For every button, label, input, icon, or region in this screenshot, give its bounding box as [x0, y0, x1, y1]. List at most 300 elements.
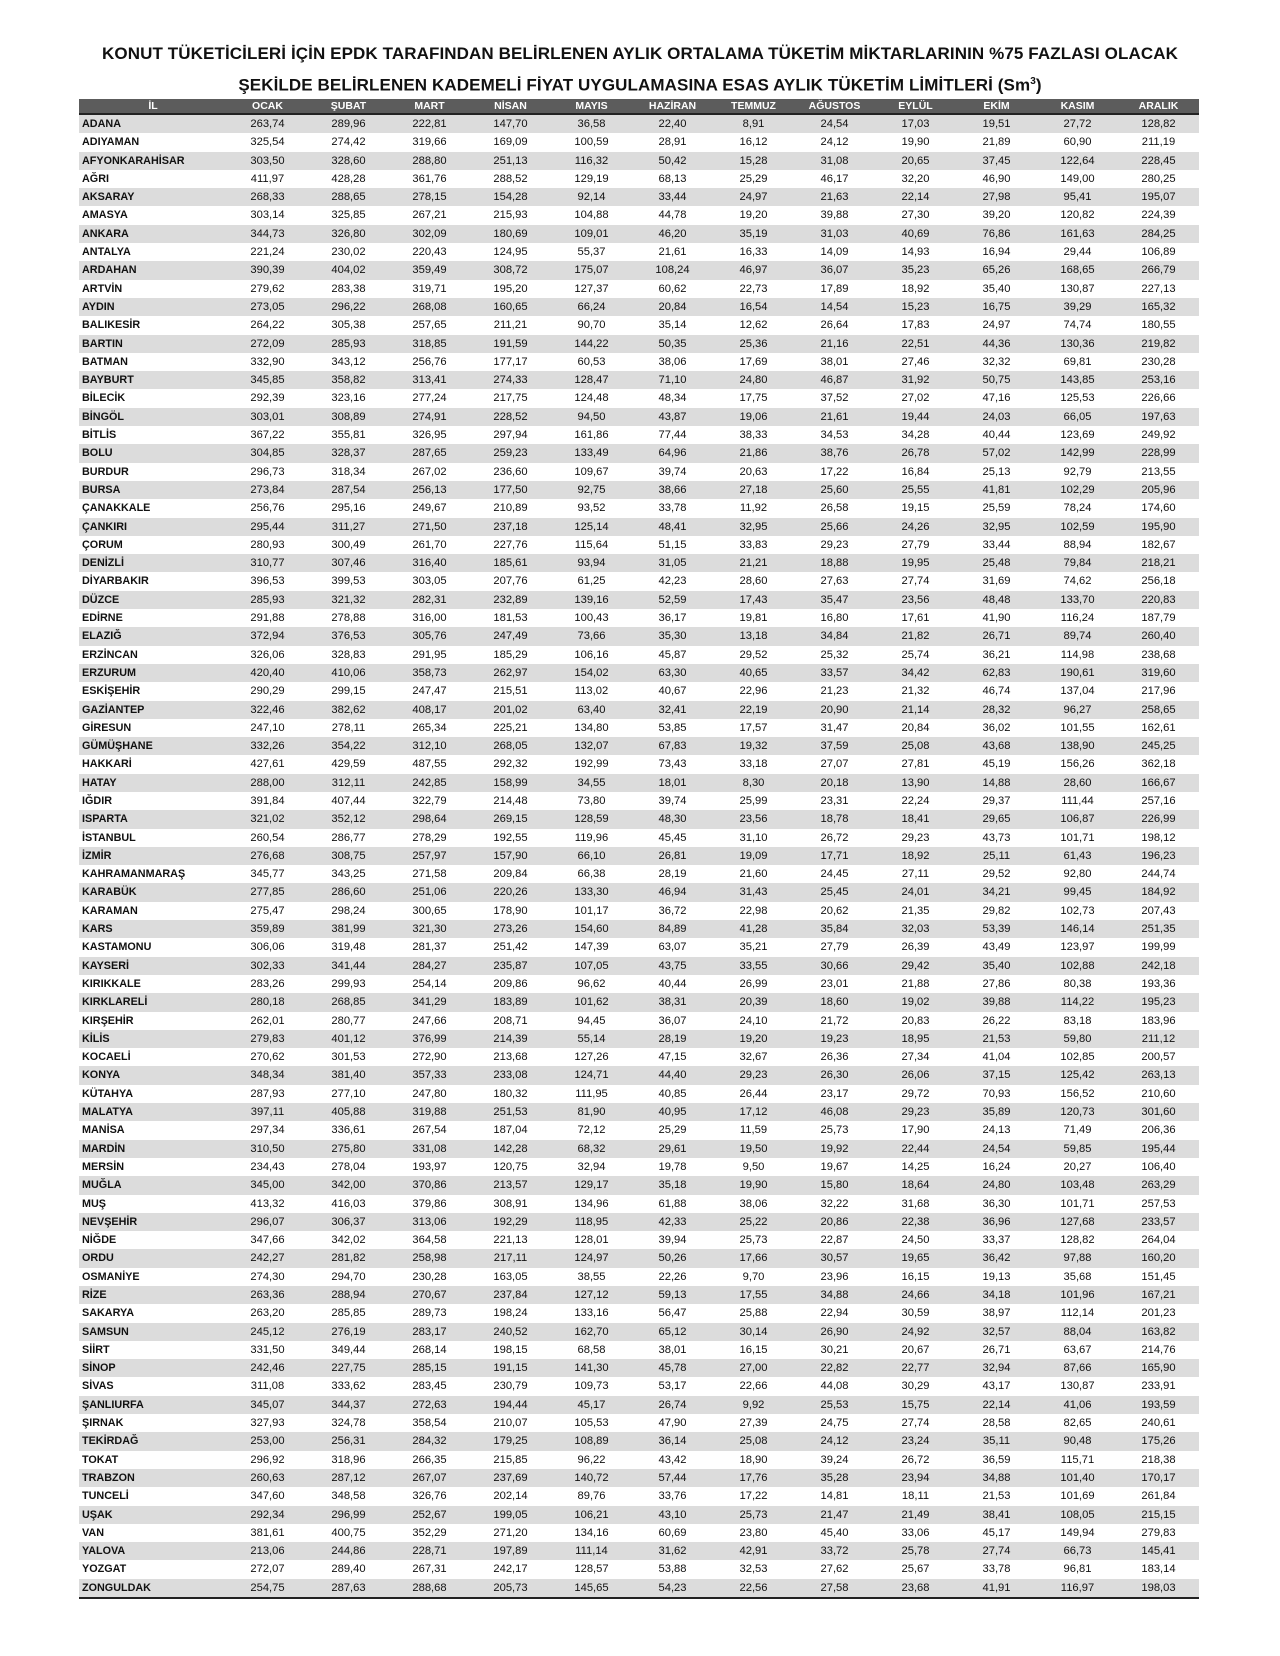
- table-row: [79, 1030, 1199, 1048]
- monthly-limit-cell: 18,41: [875, 810, 956, 828]
- monthly-limit-cell: 41,04: [956, 1048, 1037, 1066]
- monthly-limit-cell: 286,60: [308, 883, 389, 901]
- monthly-limit-cell: 63,40: [551, 701, 632, 719]
- monthly-limit-cell: 17,03: [875, 114, 956, 133]
- monthly-limit-cell: 103,48: [1037, 1176, 1118, 1194]
- monthly-limit-cell: 242,17: [470, 1560, 551, 1578]
- monthly-limit-cell: 213,06: [227, 1542, 308, 1560]
- monthly-limit-cell: 29,23: [713, 1066, 794, 1084]
- monthly-limit-cell: 55,37: [551, 243, 632, 261]
- monthly-limit-cell: 113,02: [551, 682, 632, 700]
- monthly-limit-cell: 34,88: [956, 1469, 1037, 1487]
- monthly-limit-cell: 264,22: [227, 316, 308, 334]
- monthly-limit-cell: 25,48: [956, 554, 1037, 572]
- monthly-limit-cell: 220,43: [389, 243, 470, 261]
- monthly-limit-cell: 145,41: [1118, 1542, 1199, 1560]
- table-row: [79, 883, 1199, 901]
- monthly-limit-cell: 19,15: [875, 499, 956, 517]
- monthly-limit-cell: 14,81: [794, 1487, 875, 1505]
- monthly-limit-cell: 201,23: [1118, 1304, 1199, 1322]
- monthly-limit-cell: 26,90: [794, 1323, 875, 1341]
- monthly-limit-cell: 52,59: [632, 591, 713, 609]
- monthly-limit-cell: 214,39: [470, 1030, 551, 1048]
- monthly-limit-cell: 295,44: [227, 518, 308, 536]
- monthly-limit-cell: 25,73: [713, 1231, 794, 1249]
- monthly-limit-cell: 304,85: [227, 444, 308, 462]
- province-name-cell: ÇANAKKALE: [79, 499, 227, 517]
- monthly-limit-cell: 39,24: [794, 1451, 875, 1469]
- table-row: [79, 188, 1199, 206]
- monthly-limit-cell: 347,60: [227, 1487, 308, 1505]
- province-name-cell: MUŞ: [79, 1195, 227, 1213]
- monthly-limit-cell: 48,41: [632, 518, 713, 536]
- monthly-limit-cell: 22,82: [794, 1359, 875, 1377]
- table-row: [79, 682, 1199, 700]
- monthly-limit-cell: 24,03: [956, 408, 1037, 426]
- monthly-limit-cell: 34,21: [956, 883, 1037, 901]
- monthly-limit-cell: 41,28: [713, 920, 794, 938]
- monthly-limit-cell: 169,09: [470, 133, 551, 151]
- monthly-limit-cell: 102,29: [1037, 481, 1118, 499]
- monthly-limit-cell: 19,65: [875, 1249, 956, 1267]
- monthly-limit-cell: 258,98: [389, 1249, 470, 1267]
- monthly-limit-cell: 73,43: [632, 755, 713, 773]
- table-row: [79, 1560, 1199, 1578]
- monthly-limit-cell: 74,74: [1037, 316, 1118, 334]
- monthly-limit-cell: 359,89: [227, 920, 308, 938]
- monthly-limit-cell: 296,99: [308, 1506, 389, 1524]
- monthly-limit-cell: 26,39: [875, 938, 956, 956]
- monthly-limit-cell: 311,27: [308, 518, 389, 536]
- monthly-limit-cell: 168,65: [1037, 261, 1118, 279]
- monthly-limit-cell: 31,43: [713, 883, 794, 901]
- monthly-limit-cell: 89,74: [1037, 627, 1118, 645]
- monthly-limit-cell: 38,97: [956, 1304, 1037, 1322]
- monthly-limit-cell: 312,11: [308, 774, 389, 792]
- province-name-cell: BALIKESİR: [79, 316, 227, 334]
- monthly-limit-cell: 97,88: [1037, 1249, 1118, 1267]
- table-row: [79, 920, 1199, 938]
- monthly-limit-cell: 137,04: [1037, 682, 1118, 700]
- monthly-limit-cell: 44,36: [956, 335, 1037, 353]
- monthly-limit-cell: 37,52: [794, 389, 875, 407]
- monthly-limit-cell: 26,06: [875, 1066, 956, 1084]
- province-name-cell: KARABÜK: [79, 883, 227, 901]
- province-name-cell: AYDIN: [79, 298, 227, 316]
- column-header-month: EKİM: [956, 99, 1037, 114]
- monthly-limit-cell: 285,85: [308, 1304, 389, 1322]
- monthly-limit-cell: 192,29: [470, 1213, 551, 1231]
- monthly-limit-cell: 38,31: [632, 993, 713, 1011]
- monthly-limit-cell: 200,57: [1118, 1048, 1199, 1066]
- monthly-limit-cell: 17,22: [794, 463, 875, 481]
- monthly-limit-cell: 81,90: [551, 1103, 632, 1121]
- table-row: [79, 133, 1199, 151]
- monthly-limit-cell: 310,77: [227, 554, 308, 572]
- table-row: [79, 1121, 1199, 1139]
- table-row: [79, 1012, 1199, 1030]
- monthly-limit-cell: 318,85: [389, 335, 470, 353]
- monthly-limit-cell: 38,41: [956, 1506, 1037, 1524]
- monthly-limit-cell: 341,44: [308, 957, 389, 975]
- monthly-limit-cell: 278,88: [308, 609, 389, 627]
- monthly-limit-cell: 36,21: [956, 646, 1037, 664]
- monthly-limit-cell: 138,90: [1037, 737, 1118, 755]
- monthly-limit-cell: 31,08: [794, 152, 875, 170]
- monthly-limit-cell: 21,53: [956, 1030, 1037, 1048]
- monthly-limit-cell: 134,96: [551, 1195, 632, 1213]
- monthly-limit-cell: 308,91: [470, 1195, 551, 1213]
- monthly-limit-cell: 279,62: [227, 280, 308, 298]
- monthly-limit-cell: 51,15: [632, 536, 713, 554]
- monthly-limit-cell: 46,20: [632, 225, 713, 243]
- monthly-limit-cell: 382,62: [308, 701, 389, 719]
- monthly-limit-cell: 92,75: [551, 481, 632, 499]
- monthly-limit-cell: 46,97: [713, 261, 794, 279]
- monthly-limit-cell: 297,34: [227, 1121, 308, 1139]
- monthly-limit-cell: 88,04: [1037, 1323, 1118, 1341]
- monthly-limit-cell: 60,62: [632, 280, 713, 298]
- monthly-limit-cell: 8,30: [713, 774, 794, 792]
- monthly-limit-cell: 32,94: [551, 1158, 632, 1176]
- table-row: [79, 719, 1199, 737]
- monthly-limit-cell: 313,06: [389, 1213, 470, 1231]
- monthly-limit-cell: 18,95: [875, 1030, 956, 1048]
- monthly-limit-cell: 228,99: [1118, 444, 1199, 462]
- title-line-2: [0, 68, 1280, 100]
- monthly-limit-cell: 33,18: [713, 755, 794, 773]
- monthly-limit-cell: 20,39: [713, 993, 794, 1011]
- monthly-limit-cell: 66,24: [551, 298, 632, 316]
- monthly-limit-cell: 79,84: [1037, 554, 1118, 572]
- monthly-limit-cell: 36,59: [956, 1451, 1037, 1469]
- monthly-limit-cell: 37,45: [956, 152, 1037, 170]
- monthly-limit-cell: 163,82: [1118, 1323, 1199, 1341]
- monthly-limit-cell: 274,42: [308, 133, 389, 151]
- monthly-limit-cell: 376,53: [308, 627, 389, 645]
- monthly-limit-cell: 27,00: [713, 1359, 794, 1377]
- monthly-limit-cell: 101,17: [551, 902, 632, 920]
- consumption-limits-table: [79, 99, 1199, 1599]
- monthly-limit-cell: 233,57: [1118, 1213, 1199, 1231]
- monthly-limit-cell: 227,13: [1118, 280, 1199, 298]
- province-name-cell: SİNOP: [79, 1359, 227, 1377]
- table-row: [79, 792, 1199, 810]
- monthly-limit-cell: 26,58: [794, 499, 875, 517]
- monthly-limit-cell: 18,01: [632, 774, 713, 792]
- table-header-row: [79, 99, 1199, 114]
- monthly-limit-cell: 114,98: [1037, 646, 1118, 664]
- table-row: [79, 1524, 1199, 1542]
- monthly-limit-cell: 47,90: [632, 1414, 713, 1432]
- monthly-limit-cell: 71,49: [1037, 1121, 1118, 1139]
- monthly-limit-cell: 111,14: [551, 1542, 632, 1560]
- monthly-limit-cell: 267,07: [389, 1469, 470, 1487]
- monthly-limit-cell: 21,21: [713, 554, 794, 572]
- monthly-limit-cell: 300,65: [389, 902, 470, 920]
- monthly-limit-cell: 268,85: [308, 993, 389, 1011]
- monthly-limit-cell: 23,24: [875, 1432, 956, 1450]
- monthly-limit-cell: 249,92: [1118, 426, 1199, 444]
- monthly-limit-cell: 303,05: [389, 572, 470, 590]
- monthly-limit-cell: 245,12: [227, 1323, 308, 1341]
- monthly-limit-cell: 24,80: [956, 1176, 1037, 1194]
- monthly-limit-cell: 22,24: [875, 792, 956, 810]
- monthly-limit-cell: 106,21: [551, 1506, 632, 1524]
- monthly-limit-cell: 256,76: [389, 353, 470, 371]
- monthly-limit-cell: 175,07: [551, 261, 632, 279]
- monthly-limit-cell: 372,94: [227, 627, 308, 645]
- monthly-limit-cell: 31,69: [956, 572, 1037, 590]
- monthly-limit-cell: 21,82: [875, 627, 956, 645]
- monthly-limit-cell: 32,03: [875, 920, 956, 938]
- table-row: [79, 554, 1199, 572]
- monthly-limit-cell: 287,54: [308, 481, 389, 499]
- monthly-limit-cell: 12,62: [713, 316, 794, 334]
- province-name-cell: AKSARAY: [79, 188, 227, 206]
- monthly-limit-cell: 281,37: [389, 938, 470, 956]
- monthly-limit-cell: 36,17: [632, 609, 713, 627]
- monthly-limit-cell: 35,11: [956, 1432, 1037, 1450]
- monthly-limit-cell: 21,49: [875, 1506, 956, 1524]
- monthly-limit-cell: 298,64: [389, 810, 470, 828]
- monthly-limit-cell: 257,65: [389, 316, 470, 334]
- monthly-limit-cell: 29,23: [875, 1103, 956, 1121]
- monthly-limit-cell: 19,02: [875, 993, 956, 1011]
- province-name-cell: BARTIN: [79, 335, 227, 353]
- monthly-limit-cell: 93,52: [551, 499, 632, 517]
- monthly-limit-cell: 381,40: [308, 1066, 389, 1084]
- monthly-limit-cell: 43,75: [632, 957, 713, 975]
- monthly-limit-cell: 274,33: [470, 371, 551, 389]
- monthly-limit-cell: 213,68: [470, 1048, 551, 1066]
- monthly-limit-cell: 244,86: [308, 1542, 389, 1560]
- province-name-cell: KASTAMONU: [79, 938, 227, 956]
- monthly-limit-cell: 258,65: [1118, 701, 1199, 719]
- monthly-limit-cell: 32,95: [713, 518, 794, 536]
- monthly-limit-cell: 63,30: [632, 664, 713, 682]
- monthly-limit-cell: 21,32: [875, 682, 956, 700]
- monthly-limit-cell: 280,93: [227, 536, 308, 554]
- column-header-month: ARALIK: [1118, 99, 1199, 114]
- province-name-cell: EDİRNE: [79, 609, 227, 627]
- monthly-limit-cell: 416,03: [308, 1195, 389, 1213]
- monthly-limit-cell: 302,33: [227, 957, 308, 975]
- monthly-limit-cell: 47,15: [632, 1048, 713, 1066]
- monthly-limit-cell: 237,84: [470, 1286, 551, 1304]
- monthly-limit-cell: 35,21: [713, 938, 794, 956]
- monthly-limit-cell: 183,14: [1118, 1560, 1199, 1578]
- monthly-limit-cell: 211,12: [1118, 1030, 1199, 1048]
- province-name-cell: ÇANKIRI: [79, 518, 227, 536]
- monthly-limit-cell: 50,42: [632, 152, 713, 170]
- monthly-limit-cell: 175,26: [1118, 1432, 1199, 1450]
- monthly-limit-cell: 283,38: [308, 280, 389, 298]
- monthly-limit-cell: 22,94: [794, 1304, 875, 1322]
- table-row: [79, 1579, 1199, 1598]
- monthly-limit-cell: 128,59: [551, 810, 632, 828]
- province-name-cell: KONYA: [79, 1066, 227, 1084]
- monthly-limit-cell: 32,22: [794, 1195, 875, 1213]
- monthly-limit-cell: 36,07: [794, 261, 875, 279]
- monthly-limit-cell: 45,19: [956, 755, 1037, 773]
- table-row: [79, 1304, 1199, 1322]
- monthly-limit-cell: 43,49: [956, 938, 1037, 956]
- province-name-cell: ŞANLIURFA: [79, 1396, 227, 1414]
- monthly-limit-cell: 32,53: [713, 1560, 794, 1578]
- monthly-limit-cell: 133,49: [551, 444, 632, 462]
- monthly-limit-cell: 17,55: [713, 1286, 794, 1304]
- column-header-month: OCAK: [227, 99, 308, 114]
- monthly-limit-cell: 43,10: [632, 1506, 713, 1524]
- monthly-limit-cell: 34,55: [551, 774, 632, 792]
- monthly-limit-cell: 333,62: [308, 1377, 389, 1395]
- monthly-limit-cell: 17,71: [794, 847, 875, 865]
- monthly-limit-cell: 22,19: [713, 701, 794, 719]
- monthly-limit-cell: 174,60: [1118, 499, 1199, 517]
- monthly-limit-cell: 286,77: [308, 829, 389, 847]
- table-row: [79, 1066, 1199, 1084]
- monthly-limit-cell: 21,61: [632, 243, 713, 261]
- monthly-limit-cell: 119,96: [551, 829, 632, 847]
- monthly-limit-cell: 143,85: [1037, 371, 1118, 389]
- monthly-limit-cell: 162,61: [1118, 719, 1199, 737]
- monthly-limit-cell: 301,53: [308, 1048, 389, 1066]
- province-name-cell: DİYARBAKIR: [79, 572, 227, 590]
- monthly-limit-cell: 16,75: [956, 298, 1037, 316]
- table-row: [79, 114, 1199, 133]
- monthly-limit-cell: 404,02: [308, 261, 389, 279]
- monthly-limit-cell: 50,35: [632, 335, 713, 353]
- monthly-limit-cell: 262,97: [470, 664, 551, 682]
- monthly-limit-cell: 20,83: [875, 1012, 956, 1030]
- monthly-limit-cell: 285,15: [389, 1359, 470, 1377]
- monthly-limit-cell: 25,29: [632, 1121, 713, 1139]
- monthly-limit-cell: 101,40: [1037, 1469, 1118, 1487]
- monthly-limit-cell: 18,60: [794, 993, 875, 1011]
- monthly-limit-cell: 32,41: [632, 701, 713, 719]
- monthly-limit-cell: 19,90: [875, 133, 956, 151]
- monthly-limit-cell: 20,84: [632, 298, 713, 316]
- monthly-limit-cell: 266,35: [389, 1451, 470, 1469]
- monthly-limit-cell: 354,22: [308, 737, 389, 755]
- monthly-limit-cell: 361,76: [389, 170, 470, 188]
- monthly-limit-cell: 31,62: [632, 1542, 713, 1560]
- monthly-limit-cell: 30,59: [875, 1304, 956, 1322]
- monthly-limit-cell: 209,86: [470, 975, 551, 993]
- monthly-limit-cell: 16,94: [956, 243, 1037, 261]
- monthly-limit-cell: 22,44: [875, 1140, 956, 1158]
- monthly-limit-cell: 55,14: [551, 1030, 632, 1048]
- monthly-limit-cell: 105,53: [551, 1414, 632, 1432]
- monthly-limit-cell: 29,82: [956, 902, 1037, 920]
- monthly-limit-cell: 318,96: [308, 1451, 389, 1469]
- table-row: [79, 1158, 1199, 1176]
- monthly-limit-cell: 35,28: [794, 1469, 875, 1487]
- monthly-limit-cell: 358,54: [389, 1414, 470, 1432]
- monthly-limit-cell: 18,90: [713, 1451, 794, 1469]
- monthly-limit-cell: 36,02: [956, 719, 1037, 737]
- monthly-limit-cell: 157,90: [470, 847, 551, 865]
- monthly-limit-cell: 30,21: [794, 1341, 875, 1359]
- monthly-limit-cell: 16,15: [713, 1341, 794, 1359]
- monthly-limit-cell: 104,88: [551, 206, 632, 224]
- monthly-limit-cell: 125,53: [1037, 389, 1118, 407]
- monthly-limit-cell: 289,96: [308, 114, 389, 133]
- monthly-limit-cell: 29,44: [1037, 243, 1118, 261]
- monthly-limit-cell: 35,84: [794, 920, 875, 938]
- province-name-cell: UŞAK: [79, 1506, 227, 1524]
- monthly-limit-cell: 25,32: [794, 646, 875, 664]
- monthly-limit-cell: 251,06: [389, 883, 470, 901]
- monthly-limit-cell: 67,83: [632, 737, 713, 755]
- monthly-limit-cell: 215,93: [470, 206, 551, 224]
- monthly-limit-cell: 292,39: [227, 389, 308, 407]
- monthly-limit-cell: 192,55: [470, 829, 551, 847]
- monthly-limit-cell: 428,28: [308, 170, 389, 188]
- monthly-limit-cell: 65,12: [632, 1323, 713, 1341]
- monthly-limit-cell: 134,80: [551, 719, 632, 737]
- monthly-limit-cell: 78,24: [1037, 499, 1118, 517]
- monthly-limit-cell: 25,45: [794, 883, 875, 901]
- monthly-limit-cell: 242,85: [389, 774, 470, 792]
- province-name-cell: ERZİNCAN: [79, 646, 227, 664]
- monthly-limit-cell: 40,65: [713, 664, 794, 682]
- table-row: [79, 206, 1199, 224]
- monthly-limit-cell: 120,73: [1037, 1103, 1118, 1121]
- monthly-limit-cell: 236,60: [470, 463, 551, 481]
- monthly-limit-cell: 22,14: [875, 188, 956, 206]
- monthly-limit-cell: 331,50: [227, 1341, 308, 1359]
- monthly-limit-cell: 125,14: [551, 518, 632, 536]
- monthly-limit-cell: 296,07: [227, 1213, 308, 1231]
- monthly-limit-cell: 101,71: [1037, 829, 1118, 847]
- monthly-limit-cell: 297,94: [470, 426, 551, 444]
- monthly-limit-cell: 308,75: [308, 847, 389, 865]
- monthly-limit-cell: 163,05: [470, 1268, 551, 1286]
- table-row: [79, 993, 1199, 1011]
- monthly-limit-cell: 222,81: [389, 114, 470, 133]
- monthly-limit-cell: 260,63: [227, 1469, 308, 1487]
- monthly-limit-cell: 39,20: [956, 206, 1037, 224]
- monthly-limit-cell: 25,55: [875, 481, 956, 499]
- monthly-limit-cell: 60,90: [1037, 133, 1118, 151]
- monthly-limit-cell: 273,26: [470, 920, 551, 938]
- monthly-limit-cell: 249,67: [389, 499, 470, 517]
- monthly-limit-cell: 83,18: [1037, 1012, 1118, 1030]
- monthly-limit-cell: 32,67: [713, 1048, 794, 1066]
- monthly-limit-cell: 47,16: [956, 389, 1037, 407]
- monthly-limit-cell: 45,78: [632, 1359, 713, 1377]
- monthly-limit-cell: 332,26: [227, 737, 308, 755]
- table-row: [79, 1268, 1199, 1286]
- monthly-limit-cell: 326,95: [389, 426, 470, 444]
- monthly-limit-cell: 72,12: [551, 1121, 632, 1139]
- monthly-limit-cell: 46,90: [956, 170, 1037, 188]
- monthly-limit-cell: 33,83: [713, 536, 794, 554]
- monthly-limit-cell: 262,01: [227, 1012, 308, 1030]
- monthly-limit-cell: 66,05: [1037, 408, 1118, 426]
- monthly-limit-cell: 25,36: [713, 335, 794, 353]
- province-name-cell: BİTLİS: [79, 426, 227, 444]
- table-row: [79, 463, 1199, 481]
- monthly-limit-cell: 362,18: [1118, 755, 1199, 773]
- monthly-limit-cell: 87,66: [1037, 1359, 1118, 1377]
- monthly-limit-cell: 327,93: [227, 1414, 308, 1432]
- monthly-limit-cell: 312,10: [389, 737, 470, 755]
- monthly-limit-cell: 156,52: [1037, 1085, 1118, 1103]
- monthly-limit-cell: 48,34: [632, 389, 713, 407]
